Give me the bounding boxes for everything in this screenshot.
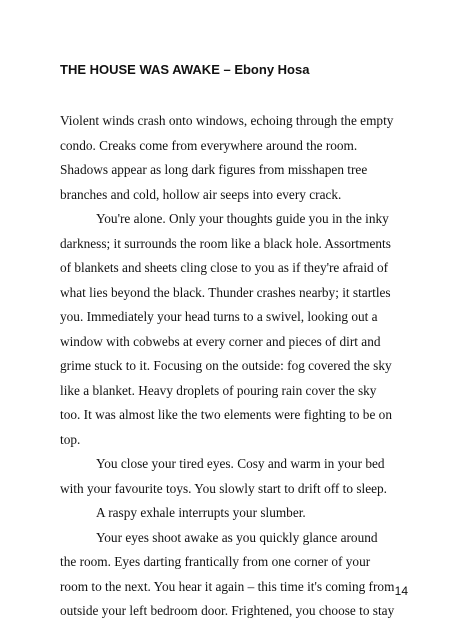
story-title: THE HOUSE WAS AWAKE – Ebony Hosa [60, 62, 310, 77]
text-line: outside your left bedroom door. Frightened, you choose to stay [60, 603, 395, 618]
text-line: branches and cold, hollow air seeps into every crack. [60, 186, 342, 202]
text-line: room to the next. You hear it again – this time it's coming from [60, 578, 395, 594]
page-number: 14 [394, 584, 408, 598]
text-line: grime stuck to it. Focusing on the outside: fog covered the sky [60, 358, 392, 373]
text-line: of blankets and sheets cling close to you as if they're afraid of [60, 260, 389, 275]
text-line: too. It was almost like the two elements were fighting to be on [60, 407, 392, 422]
text-line: like a blanket. Heavy droplets of pouring rain cover the sky [60, 382, 377, 398]
text-line: top. [60, 431, 81, 447]
text-line: you. Immediately your head turns to a swivel, looking out a [60, 309, 378, 324]
text-line: Your eyes shoot awake as you quickly glance around [96, 529, 378, 545]
text-line: darkness; it surrounds the room like a black hole. Assortments [60, 235, 391, 251]
text-line: Shadows appear as long dark figures from misshapen tree [60, 162, 368, 177]
text-line: with your favourite toys. You slowly start to drift off to sleep. [60, 480, 387, 496]
text-line: Violent winds crash onto windows, echoing through the empty [60, 113, 394, 128]
story-body [60, 109, 400, 624]
text-line: You're alone. Only your thoughts guide you in the inky [96, 211, 389, 226]
text-line: You close your tired eyes. Cosy and warm in your bed [96, 456, 385, 471]
text-line: what lies beyond the black. Thunder crashes nearby; it startles [60, 284, 391, 300]
text-line: A raspy exhale interrupts your slumber. [96, 505, 306, 520]
text-line: condo. Creaks come from everywhere around the room. [60, 137, 358, 153]
text-line: window with cobwebs at every corner and pieces of dirt and [60, 333, 381, 349]
text-line: the room. Eyes darting frantically from one corner of your [60, 554, 371, 569]
